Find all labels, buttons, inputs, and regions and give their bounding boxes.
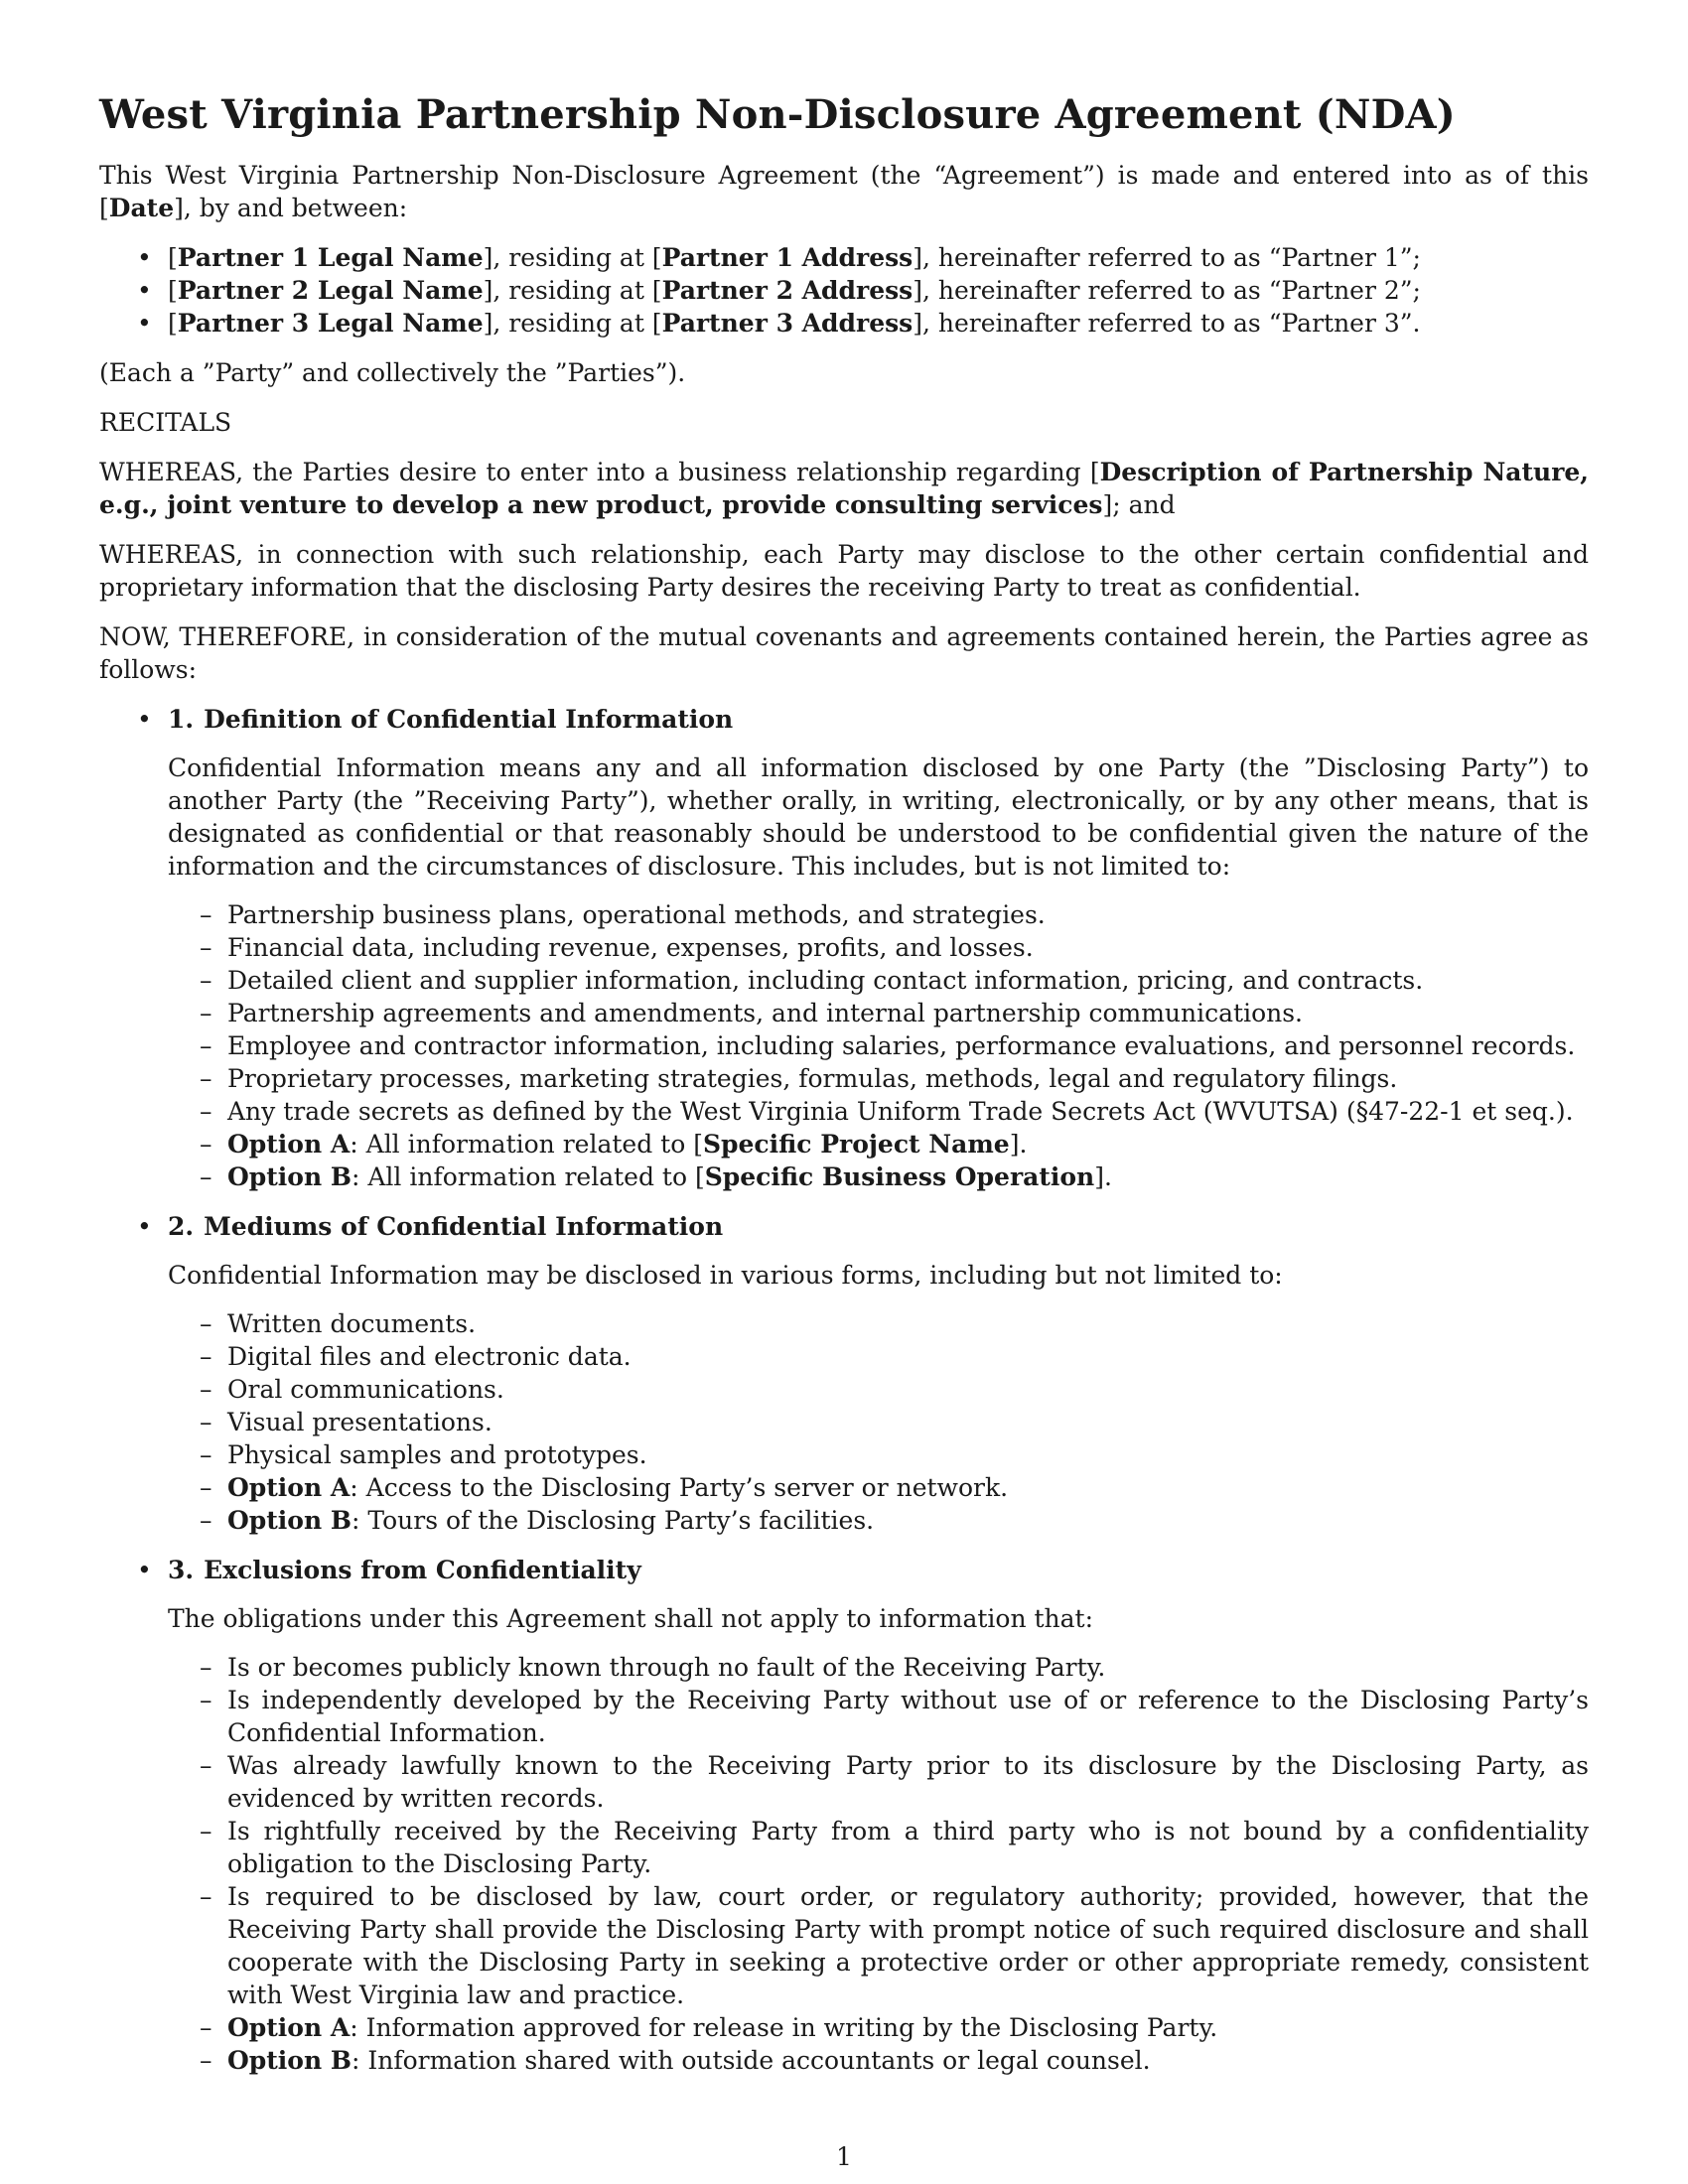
list-item: – Is required to be disclosed by law, court order, or regulatory authority; provided, however, that the Receiving Party shall provide the Disclosing Party with prompt notice of such required disclosure and shall cooperate with the Disclosing Party in seeking a protective order or other appropriate remedy, consistent with West Virginia law and practice.	[168, 1880, 1589, 2011]
party-item: • [Partner 3 Legal Name], residing at [Partner 3 Address], hereinafter referred to as “Partner 3”.	[99, 307, 1589, 340]
page-number: 1	[836, 2142, 852, 2171]
recitals-heading: RECITALS	[99, 408, 232, 437]
section-items	[168, 898, 1589, 1193]
option-item: – Option B: Tours of the Disclosing Party’s facilities.	[168, 1504, 1589, 1537]
list-item: – Detailed client and supplier information, including contact information, pricing, and contracts.	[168, 964, 1589, 997]
list-item: – Written documents.	[168, 1307, 1589, 1340]
party-item: • [Partner 1 Legal Name], residing at [Partner 1 Address], hereinafter referred to as “Partner 1”;	[99, 241, 1589, 274]
section-heading: • 2. Mediums of Confidential Information	[168, 1212, 724, 1241]
whereas-paragraph-1: WHEREAS, the Parties desire to enter into a business relationship regarding [Description of Partnership Nature, e.g., joint venture to develop a new product, provide consulting services]; and	[99, 458, 1589, 519]
list-item: – Financial data, including revenue, expenses, profits, and losses.	[168, 931, 1589, 964]
list-item: – Was already lawfully known to the Receiving Party prior to its disclosure by the Disclosing Party, as evidenced by written records.	[168, 1749, 1589, 1815]
section-body: Confidential Information means any and all information disclosed by one Party (the ”Disclosing Party”) to another Party (the ”Receiving Party”), whether orally, in writing, electronically, or by any other means, that is designated as confidential or that reasonably should be understood to be confidential given the nature of the information and the circumstances of disclosure. This includes, but is not limited to:	[168, 753, 1589, 881]
option-item: – Option B: All information related to [Specific Business Operation].	[168, 1160, 1589, 1193]
section-body: The obligations under this Agreement shall not apply to information that:	[168, 1604, 1094, 1633]
each-party-definition: (Each a ”Party” and collectively the ”Parties”).	[99, 358, 686, 387]
whereas-paragraph-2: WHEREAS, in connection with such relationship, each Party may disclose to the other certain confidential and proprietary information that the disclosing Party desires the receiving Party to treat as confidential.	[99, 540, 1589, 602]
option-item: – Option A: Information approved for release in writing by the Disclosing Party.	[168, 2011, 1589, 2044]
section-3	[99, 1554, 1589, 2077]
list-item: – Physical samples and prototypes.	[168, 1438, 1589, 1471]
option-item: – Option B: Information shared with outside accountants or legal counsel.	[168, 2044, 1589, 2077]
date-placeholder: Date	[108, 194, 175, 222]
party-item: • [Partner 2 Legal Name], residing at [Partner 2 Address], hereinafter referred to as “Partner 2”;	[99, 274, 1589, 307]
list-item: – Is independently developed by the Receiving Party without use of or reference to the Disclosing Party’s Confidential Information.	[168, 1684, 1589, 1749]
section-1	[99, 703, 1589, 1193]
section-heading: • 3. Exclusions from Confidentiality	[168, 1556, 641, 1584]
section-heading: • 1. Definition of Confidential Information	[168, 705, 734, 734]
section-2	[99, 1210, 1589, 1537]
list-item: – Visual presentations.	[168, 1406, 1589, 1438]
list-item: – Employee and contractor information, including salaries, performance evaluations, and personnel records.	[168, 1029, 1589, 1062]
section-body: Confidential Information may be disclosed in various forms, including but not limited to:	[168, 1261, 1283, 1290]
list-item: – Proprietary processes, marketing strategies, formulas, methods, legal and regulatory filings.	[168, 1062, 1589, 1095]
option-item: – Option A: Access to the Disclosing Party’s server or network.	[168, 1471, 1589, 1504]
intro-paragraph: This West Virginia Partnership Non-Disclosure Agreement (the “Agreement”) is made and entered into as of this [Date], by and between:	[99, 161, 1589, 222]
now-therefore-paragraph: NOW, THEREFORE, in consideration of the mutual covenants and agreements contained herein, the Parties agree as follows:	[99, 622, 1589, 684]
sections-list	[99, 703, 1589, 2077]
document-page	[99, 87, 1589, 2094]
section-items	[168, 1651, 1589, 2077]
parties-list	[99, 241, 1589, 340]
list-item: – Is rightfully received by the Receiving Party from a third party who is not bound by a confidentiality obligation to the Disclosing Party.	[168, 1815, 1589, 1880]
list-item: – Is or becomes publicly known through no fault of the Receiving Party.	[168, 1651, 1589, 1684]
document-title: West Virginia Partnership Non-Disclosure Agreement (NDA)	[99, 91, 1456, 138]
list-item: – Digital files and electronic data.	[168, 1340, 1589, 1373]
section-items	[168, 1307, 1589, 1537]
list-item: – Partnership business plans, operational methods, and strategies.	[168, 898, 1589, 931]
list-item: – Oral communications.	[168, 1373, 1589, 1406]
list-item: – Partnership agreements and amendments, and internal partnership communications.	[168, 997, 1589, 1029]
list-item: – Any trade secrets as defined by the West Virginia Uniform Trade Secrets Act (WVUTSA) (§47-22-1 et seq.).	[168, 1095, 1589, 1128]
option-item: – Option A: All information related to [Specific Project Name].	[168, 1128, 1589, 1160]
